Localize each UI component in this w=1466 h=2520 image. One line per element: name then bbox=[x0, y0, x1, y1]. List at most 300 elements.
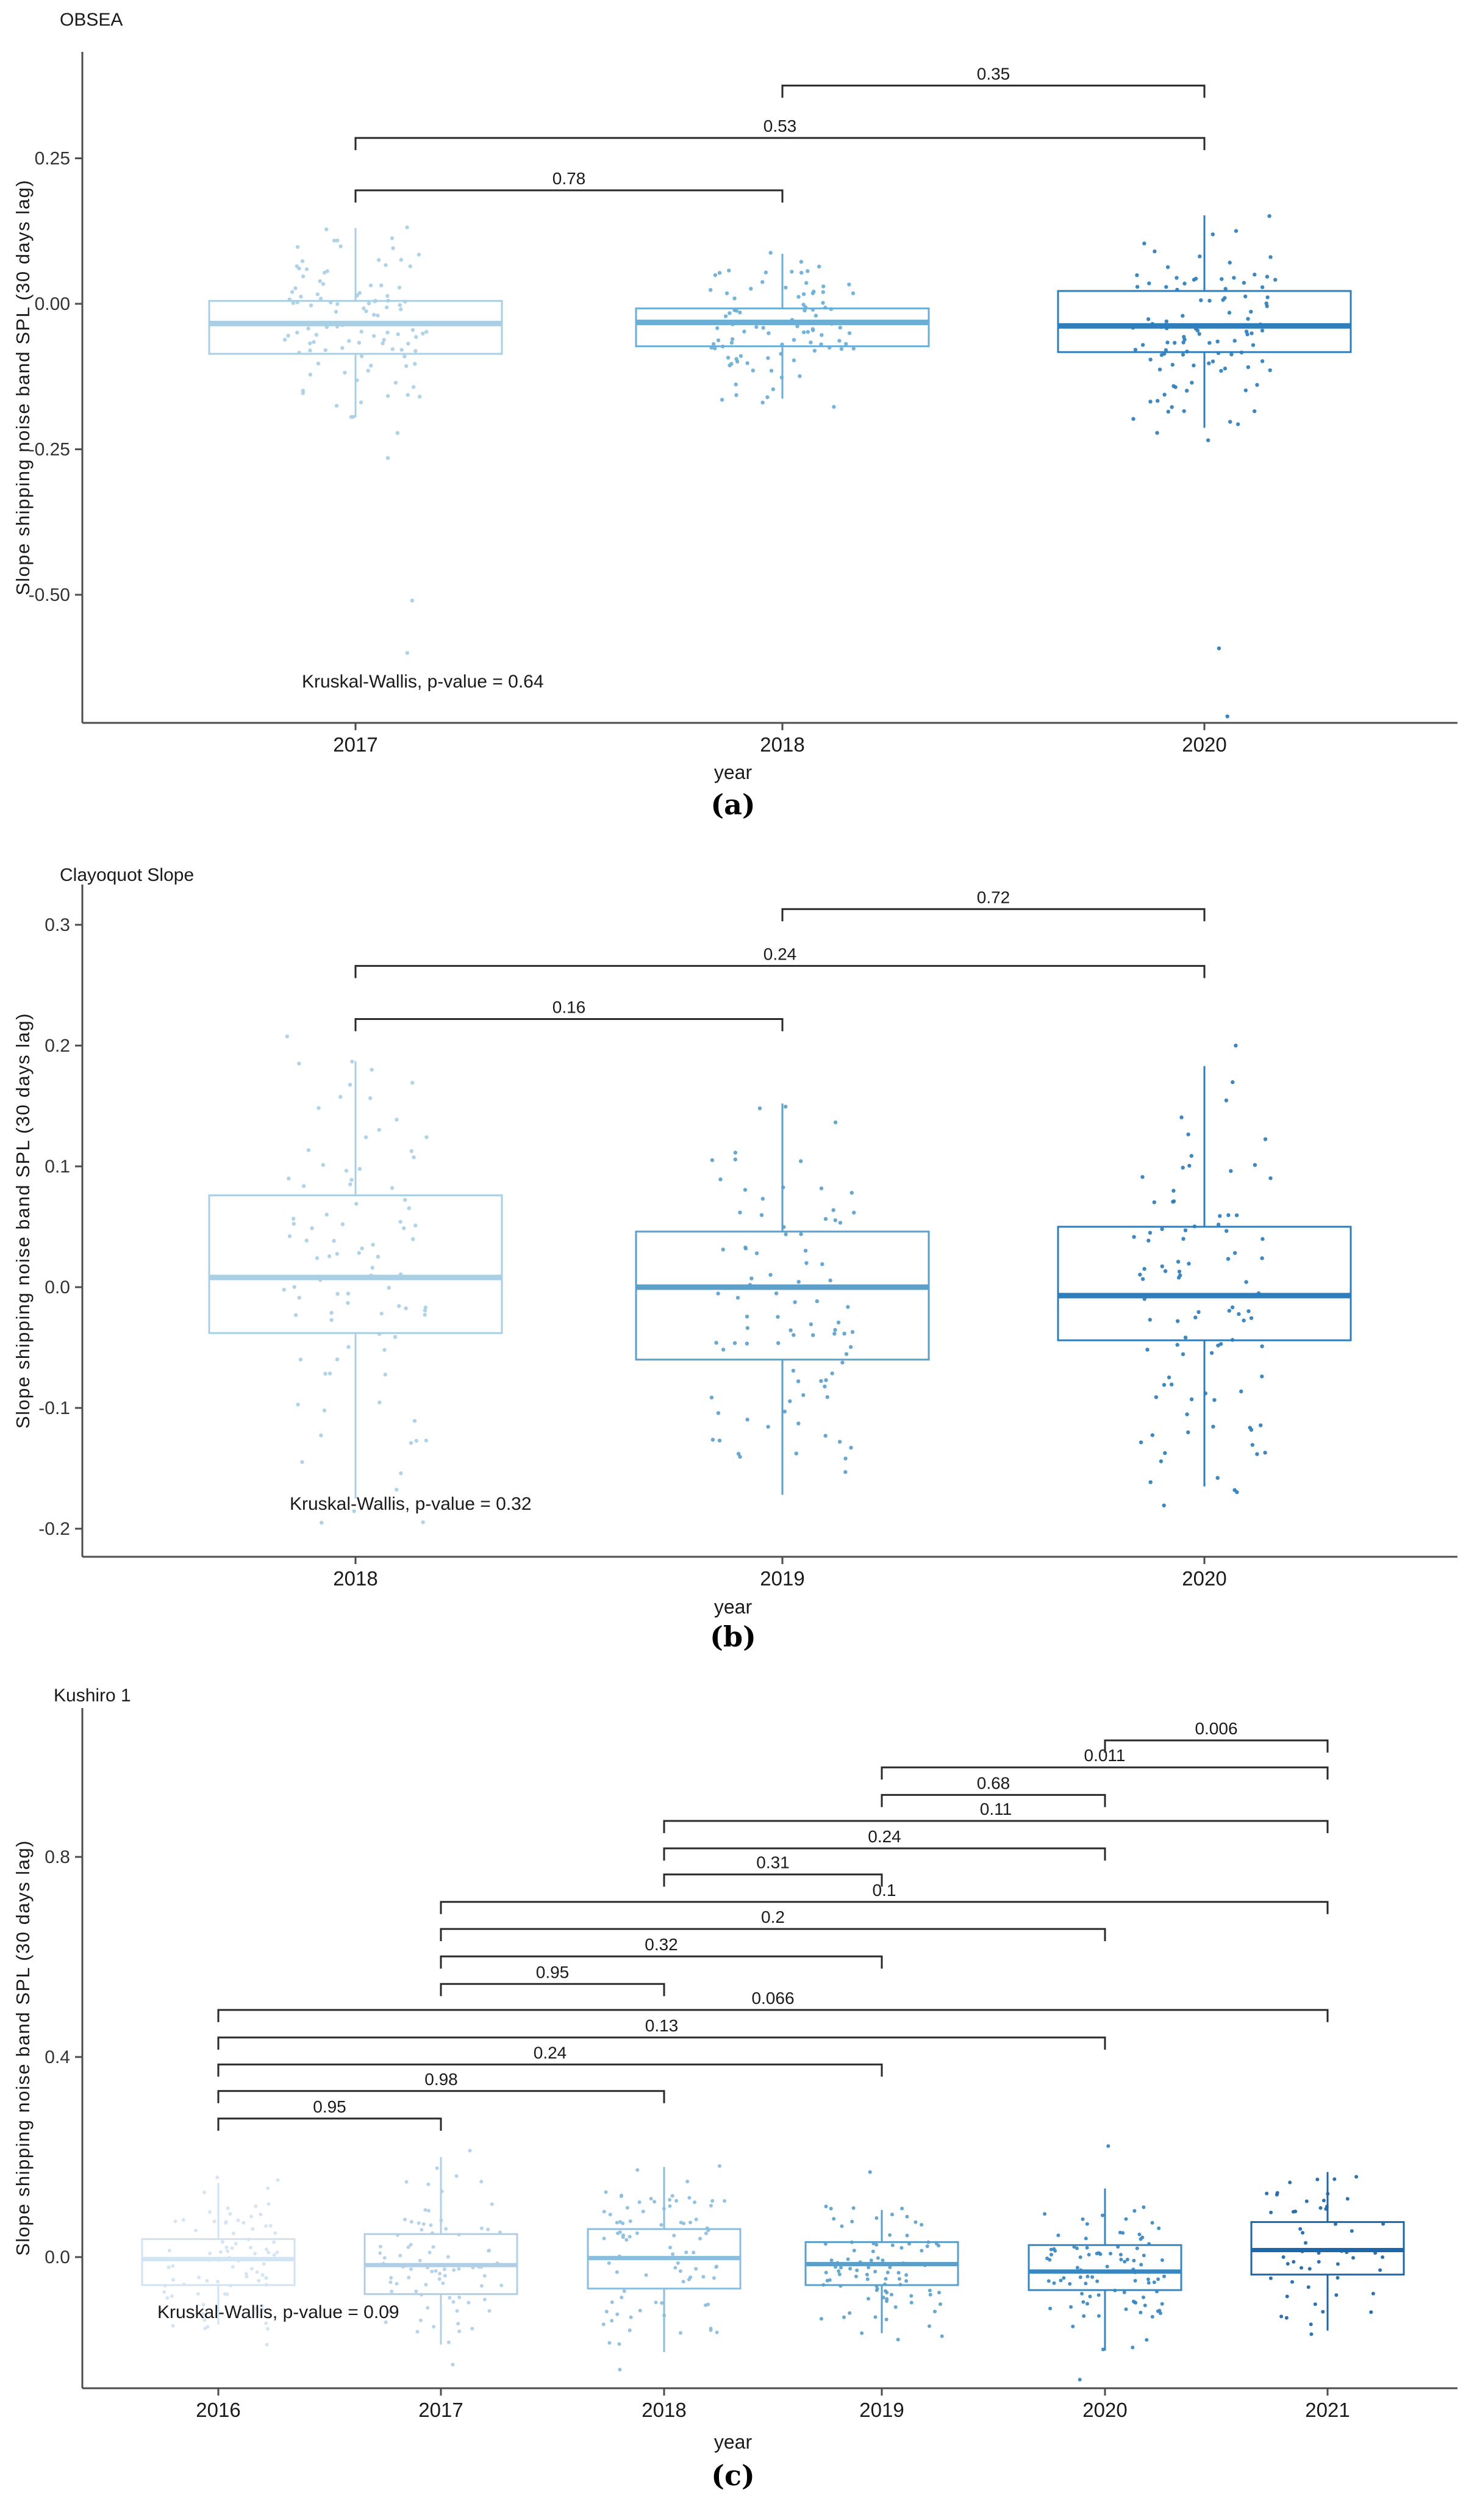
jitter-point bbox=[714, 1341, 718, 1344]
jitter-point bbox=[1175, 288, 1179, 292]
jitter-point bbox=[1148, 1318, 1152, 1321]
jitter-point bbox=[434, 2269, 438, 2273]
jitter-point bbox=[379, 284, 383, 287]
jitter-point bbox=[1207, 361, 1210, 365]
jitter-point bbox=[1350, 2229, 1354, 2233]
jitter-point bbox=[710, 346, 713, 350]
jitter-point bbox=[1082, 2314, 1085, 2318]
jitter-point bbox=[377, 1128, 381, 1132]
jitter-point bbox=[269, 2224, 273, 2228]
jitter-point bbox=[1139, 2238, 1143, 2241]
jitter-point bbox=[870, 2258, 873, 2262]
jitter-point bbox=[615, 2313, 619, 2316]
jitter-point bbox=[874, 2243, 878, 2247]
jitter-point bbox=[1157, 2227, 1160, 2230]
jitter-point bbox=[1148, 357, 1152, 361]
jitter-point bbox=[162, 2290, 166, 2294]
jitter-point bbox=[629, 2316, 633, 2319]
jitter-point bbox=[1147, 281, 1151, 285]
jitter-point bbox=[1116, 2245, 1120, 2249]
jitter-point bbox=[1062, 2276, 1065, 2280]
jitter-point bbox=[405, 226, 409, 229]
y-tick-label: 0.0 bbox=[45, 1277, 70, 1298]
jitter-point bbox=[1198, 254, 1201, 258]
jitter-point bbox=[237, 2219, 240, 2222]
jitter-point bbox=[315, 333, 318, 337]
jitter-point bbox=[1285, 2295, 1289, 2299]
jitter-point bbox=[422, 2222, 426, 2226]
jitter-point bbox=[264, 2224, 268, 2228]
jitter-point bbox=[838, 1221, 842, 1224]
jitter-point bbox=[1255, 1452, 1259, 1456]
jitter-point bbox=[441, 2281, 445, 2285]
jitter-point bbox=[1079, 2275, 1082, 2279]
jitter-point bbox=[844, 342, 848, 346]
jitter-point bbox=[1146, 317, 1150, 321]
jitter-point bbox=[1176, 1319, 1179, 1323]
jitter-point bbox=[709, 288, 712, 292]
jitter-point bbox=[386, 299, 390, 303]
jitter-point bbox=[265, 2276, 268, 2280]
jitter-point bbox=[1336, 2276, 1340, 2280]
jitter-point bbox=[1176, 1343, 1179, 1346]
jitter-point bbox=[410, 1149, 413, 1153]
outlier-point bbox=[1232, 1488, 1236, 1492]
jitter-point bbox=[1181, 353, 1185, 356]
jitter-point bbox=[758, 1107, 762, 1110]
jitter-point bbox=[1325, 2205, 1329, 2208]
jitter-point bbox=[629, 2219, 632, 2223]
jitter-point bbox=[401, 2265, 405, 2269]
jitter-point bbox=[385, 294, 389, 298]
p-value-label: 0.32 bbox=[645, 1935, 678, 1955]
jitter-point bbox=[490, 2202, 494, 2206]
jitter-point bbox=[618, 2220, 622, 2224]
jitter-point bbox=[1381, 2222, 1385, 2226]
jitter-point bbox=[837, 2269, 840, 2273]
jitter-point bbox=[1253, 1163, 1257, 1167]
jitter-point bbox=[479, 2180, 483, 2183]
jitter-point bbox=[712, 342, 715, 346]
jitter-point bbox=[635, 2168, 639, 2172]
jitter-point bbox=[920, 2249, 923, 2253]
significance-bracket bbox=[664, 1875, 882, 1887]
jitter-point bbox=[770, 369, 773, 373]
jitter-point bbox=[840, 2224, 844, 2228]
jitter-point bbox=[671, 2194, 674, 2198]
jitter-point bbox=[413, 349, 417, 353]
jitter-point bbox=[910, 2301, 914, 2305]
jitter-point bbox=[653, 2200, 656, 2203]
jitter-point bbox=[615, 2221, 619, 2225]
jitter-point bbox=[745, 1341, 749, 1345]
y-tick-label: 0.25 bbox=[34, 148, 70, 169]
jitter-point bbox=[837, 1321, 840, 1324]
jitter-point bbox=[1141, 1277, 1145, 1281]
jitter-point bbox=[360, 329, 363, 333]
jitter-point bbox=[224, 2221, 227, 2225]
jitter-point bbox=[377, 258, 381, 262]
jitter-point bbox=[1265, 295, 1269, 299]
jitter-point bbox=[1290, 2280, 1294, 2284]
jitter-point bbox=[467, 2301, 470, 2305]
jitter-point bbox=[1156, 2277, 1160, 2281]
jitter-point bbox=[1286, 2262, 1290, 2266]
jitter-point bbox=[1140, 1175, 1144, 1179]
jitter-point bbox=[837, 339, 841, 342]
jitter-point bbox=[1253, 409, 1256, 413]
jitter-point bbox=[1181, 314, 1184, 318]
jitter-point bbox=[715, 2331, 719, 2335]
jitter-point bbox=[1160, 1227, 1164, 1231]
panel-a bbox=[0, 0, 1466, 821]
jitter-point bbox=[1207, 299, 1211, 303]
jitter-point bbox=[717, 339, 720, 342]
kruskal-annotation: Kruskal-Wallis, p-value = 0.32 bbox=[290, 1494, 532, 1514]
jitter-point bbox=[399, 1471, 402, 1475]
jitter-point bbox=[1132, 2259, 1135, 2263]
jitter-point bbox=[673, 2266, 677, 2270]
p-value-label: 0.24 bbox=[868, 1827, 901, 1847]
boxplot-kushiro-1 bbox=[0, 1668, 1466, 2520]
jitter-point bbox=[292, 1222, 296, 1226]
jitter-point bbox=[1255, 383, 1259, 387]
jitter-point bbox=[327, 1254, 331, 1258]
jitter-point bbox=[1259, 323, 1262, 326]
jitter-point bbox=[1068, 2282, 1071, 2286]
jitter-point bbox=[1269, 2277, 1273, 2280]
jitter-point bbox=[832, 405, 835, 409]
significance-bracket bbox=[218, 2064, 882, 2077]
panel-title: Kushiro 1 bbox=[54, 1685, 131, 1706]
jitter-point bbox=[784, 1105, 787, 1108]
jitter-point bbox=[387, 1286, 391, 1290]
jitter-point bbox=[308, 348, 312, 352]
jitter-point bbox=[734, 1158, 737, 1161]
jitter-point bbox=[1154, 1395, 1158, 1399]
jitter-point bbox=[319, 1434, 323, 1437]
p-value-label: 0.16 bbox=[552, 997, 586, 1017]
jitter-point bbox=[853, 2249, 856, 2252]
jitter-point bbox=[1176, 1260, 1180, 1263]
jitter-point bbox=[208, 2252, 212, 2255]
jitter-point bbox=[842, 2316, 846, 2319]
jitter-point bbox=[457, 2233, 460, 2236]
jitter-point bbox=[1231, 1305, 1234, 1309]
jitter-point bbox=[1265, 2192, 1268, 2195]
p-value-label: 0.24 bbox=[763, 944, 797, 964]
jitter-point bbox=[457, 2330, 461, 2333]
jitter-point bbox=[1244, 389, 1248, 392]
jitter-point bbox=[346, 1301, 349, 1305]
jitter-point bbox=[852, 2206, 856, 2210]
jitter-point bbox=[1049, 2253, 1053, 2256]
jitter-point bbox=[221, 2258, 225, 2261]
jitter-point bbox=[432, 2245, 435, 2249]
jitter-point bbox=[839, 2266, 843, 2269]
jitter-point bbox=[457, 2267, 460, 2271]
jitter-point bbox=[760, 401, 764, 404]
jitter-point bbox=[360, 1246, 363, 1250]
jitter-point bbox=[1182, 282, 1186, 285]
jitter-point bbox=[1198, 332, 1201, 336]
jitter-point bbox=[1260, 285, 1264, 289]
jitter-point bbox=[1260, 1237, 1264, 1241]
jitter-point bbox=[287, 1177, 290, 1180]
box bbox=[636, 309, 929, 346]
jitter-point bbox=[1047, 2279, 1051, 2283]
jitter-point bbox=[766, 356, 770, 360]
jitter-point bbox=[645, 2274, 648, 2277]
jitter-point bbox=[1142, 2296, 1145, 2299]
jitter-point bbox=[802, 331, 806, 334]
p-value-label: 0.066 bbox=[751, 1988, 795, 2008]
x-tick-label: 2020 bbox=[1182, 733, 1227, 756]
jitter-point bbox=[668, 2204, 672, 2208]
jitter-point bbox=[1233, 1251, 1237, 1255]
jitter-point bbox=[845, 1352, 848, 1356]
jitter-point bbox=[228, 2212, 232, 2216]
jitter-point bbox=[194, 2228, 198, 2232]
jitter-point bbox=[811, 1334, 815, 1337]
x-tick-label: 2021 bbox=[1305, 2399, 1350, 2421]
jitter-point bbox=[1301, 2250, 1304, 2253]
jitter-point bbox=[1184, 1335, 1187, 1339]
jitter-point bbox=[1167, 1376, 1171, 1379]
jitter-point bbox=[429, 2224, 433, 2227]
jitter-point bbox=[1232, 276, 1235, 279]
jitter-point bbox=[1304, 2241, 1307, 2245]
jitter-point bbox=[604, 2191, 608, 2194]
jitter-point bbox=[602, 2210, 606, 2214]
significance-bracket bbox=[441, 1956, 882, 1969]
jitter-point bbox=[859, 2260, 862, 2264]
jitter-point bbox=[273, 2253, 276, 2257]
jitter-point bbox=[265, 2283, 268, 2286]
significance-bracket bbox=[1105, 1740, 1328, 1753]
jitter-point bbox=[806, 330, 810, 334]
jitter-point bbox=[488, 2309, 492, 2313]
x-tick-label: 2020 bbox=[1182, 1567, 1227, 1590]
jitter-point bbox=[1268, 1176, 1272, 1180]
jitter-point bbox=[404, 1307, 407, 1310]
jitter-point bbox=[668, 2245, 672, 2249]
jitter-point bbox=[1162, 2275, 1166, 2278]
jitter-point bbox=[935, 2242, 939, 2245]
p-value-label: 0.98 bbox=[424, 2069, 458, 2089]
jitter-point bbox=[167, 2266, 171, 2269]
jitter-point bbox=[937, 2291, 941, 2294]
jitter-point bbox=[273, 2231, 277, 2235]
jitter-point bbox=[874, 2216, 878, 2220]
jitter-point bbox=[615, 2271, 619, 2274]
jitter-point bbox=[851, 1330, 854, 1334]
jitter-point bbox=[1053, 2281, 1056, 2285]
jitter-point bbox=[323, 1372, 327, 1376]
jitter-point bbox=[679, 2220, 683, 2224]
jitter-point bbox=[1351, 2256, 1355, 2260]
jitter-point bbox=[799, 271, 803, 275]
jitter-point bbox=[815, 1299, 819, 1303]
jitter-point bbox=[731, 322, 734, 326]
jitter-point bbox=[792, 1369, 795, 1373]
jitter-point bbox=[724, 314, 728, 318]
jitter-point bbox=[1173, 385, 1177, 389]
jitter-point bbox=[452, 2300, 456, 2304]
jitter-point bbox=[733, 1341, 737, 1345]
jitter-point bbox=[929, 2293, 932, 2297]
jitter-point bbox=[418, 395, 421, 398]
jitter-point bbox=[894, 2305, 898, 2309]
jitter-point bbox=[833, 1328, 837, 1332]
jitter-point bbox=[1146, 2278, 1150, 2281]
jitter-point bbox=[838, 2284, 842, 2288]
jitter-point bbox=[1131, 2346, 1134, 2349]
jitter-point bbox=[1217, 351, 1220, 355]
jitter-point bbox=[832, 2217, 835, 2220]
jitter-point bbox=[417, 253, 421, 256]
jitter-point bbox=[1101, 2347, 1105, 2351]
x-tick-label: 2018 bbox=[333, 1567, 378, 1590]
jitter-point bbox=[297, 1061, 301, 1065]
jitter-point bbox=[1142, 1267, 1146, 1271]
jitter-point bbox=[321, 1163, 325, 1167]
jitter-point bbox=[1192, 278, 1196, 281]
jitter-point bbox=[1251, 343, 1255, 347]
p-value-label: 0.35 bbox=[976, 64, 1010, 84]
p-value-label: 0.13 bbox=[645, 2016, 679, 2036]
jitter-point bbox=[309, 373, 312, 376]
jitter-point bbox=[1240, 351, 1243, 354]
jitter-point bbox=[424, 330, 428, 334]
p-value-label: 0.006 bbox=[1195, 1718, 1238, 1738]
jitter-point bbox=[381, 342, 384, 345]
jitter-point bbox=[302, 1184, 306, 1188]
jitter-point bbox=[301, 259, 304, 263]
jitter-point bbox=[769, 251, 773, 254]
jitter-point bbox=[403, 2217, 407, 2221]
jitter-point bbox=[288, 298, 291, 301]
jitter-point bbox=[659, 2223, 663, 2227]
jitter-point bbox=[335, 1292, 339, 1296]
jitter-point bbox=[382, 1348, 386, 1352]
jitter-point bbox=[1292, 2260, 1295, 2264]
jitter-point bbox=[1133, 2300, 1137, 2304]
jitter-point bbox=[1173, 341, 1176, 345]
jitter-point bbox=[792, 338, 796, 342]
jitter-point bbox=[739, 354, 743, 357]
significance-bracket bbox=[356, 1019, 782, 1031]
jitter-point bbox=[1159, 2311, 1162, 2315]
jitter-point bbox=[413, 362, 417, 365]
jitter-point bbox=[760, 280, 764, 284]
jitter-point bbox=[607, 2261, 611, 2265]
jitter-point bbox=[797, 1280, 801, 1283]
jitter-point bbox=[1260, 359, 1264, 363]
jitter-point bbox=[854, 2275, 858, 2278]
jitter-point bbox=[266, 2186, 270, 2190]
jitter-point bbox=[1373, 2251, 1377, 2255]
jitter-point bbox=[1086, 2275, 1090, 2278]
jitter-point bbox=[283, 338, 287, 342]
jitter-point bbox=[395, 1118, 398, 1121]
jitter-point bbox=[660, 2301, 663, 2305]
significance-bracket bbox=[782, 909, 1204, 921]
jitter-point bbox=[301, 389, 305, 392]
outlier-point bbox=[406, 651, 409, 655]
jitter-point bbox=[765, 395, 769, 399]
jitter-point bbox=[780, 343, 784, 346]
jitter-point bbox=[407, 1206, 411, 1210]
jitter-point bbox=[225, 2245, 229, 2249]
jitter-point bbox=[1148, 1231, 1152, 1235]
jitter-point bbox=[784, 285, 787, 289]
outlier-point bbox=[1226, 714, 1229, 718]
jitter-point bbox=[871, 2250, 875, 2253]
outlier-point bbox=[265, 2343, 269, 2347]
jitter-point bbox=[1097, 2293, 1101, 2297]
jitter-point bbox=[780, 376, 784, 379]
jitter-point bbox=[217, 2258, 221, 2262]
outlier-point bbox=[1106, 2144, 1110, 2148]
jitter-point bbox=[266, 2327, 270, 2331]
jitter-point bbox=[390, 2289, 393, 2293]
jitter-point bbox=[766, 1425, 770, 1429]
jitter-point bbox=[354, 1202, 358, 1205]
p-value-label: 0.11 bbox=[979, 1799, 1012, 1818]
jitter-point bbox=[692, 2251, 695, 2255]
jitter-point bbox=[824, 2242, 828, 2245]
y-tick-label: -0.25 bbox=[28, 439, 70, 460]
x-tick-label: 2019 bbox=[760, 1567, 805, 1590]
jitter-point bbox=[774, 1291, 778, 1295]
jitter-point bbox=[1317, 2260, 1321, 2264]
jitter-point bbox=[325, 325, 329, 329]
jitter-point bbox=[266, 2202, 270, 2206]
jitter-point bbox=[231, 2246, 234, 2250]
jitter-point bbox=[1185, 1412, 1189, 1416]
x-tick-label: 2020 bbox=[1082, 2399, 1128, 2421]
jitter-point bbox=[890, 2213, 894, 2216]
jitter-point bbox=[226, 2206, 230, 2210]
jitter-point bbox=[820, 2317, 823, 2321]
outlier-point bbox=[396, 431, 399, 435]
jitter-point bbox=[734, 1151, 737, 1154]
jitter-point bbox=[1151, 2315, 1154, 2319]
jitter-point bbox=[1165, 340, 1169, 344]
x-tick-label: 2017 bbox=[333, 733, 378, 756]
jitter-point bbox=[1166, 265, 1170, 269]
jitter-point bbox=[251, 2227, 255, 2231]
jitter-point bbox=[378, 2252, 382, 2255]
jitter-point bbox=[290, 290, 294, 293]
p-value-label: 0.95 bbox=[313, 2097, 346, 2116]
jitter-point bbox=[776, 1315, 779, 1319]
jitter-point bbox=[295, 264, 299, 268]
p-value-label: 0.24 bbox=[533, 2043, 567, 2062]
jitter-point bbox=[382, 2262, 385, 2266]
jitter-point bbox=[1135, 273, 1139, 277]
jitter-point bbox=[1354, 2175, 1358, 2178]
jitter-point bbox=[886, 2271, 890, 2274]
jitter-point bbox=[679, 2331, 682, 2335]
jitter-point bbox=[216, 2280, 220, 2283]
jitter-point bbox=[1132, 2209, 1136, 2213]
jitter-point bbox=[1235, 1213, 1239, 1217]
jitter-point bbox=[828, 1279, 832, 1282]
jitter-point bbox=[358, 1167, 362, 1171]
jitter-point bbox=[928, 2324, 931, 2328]
